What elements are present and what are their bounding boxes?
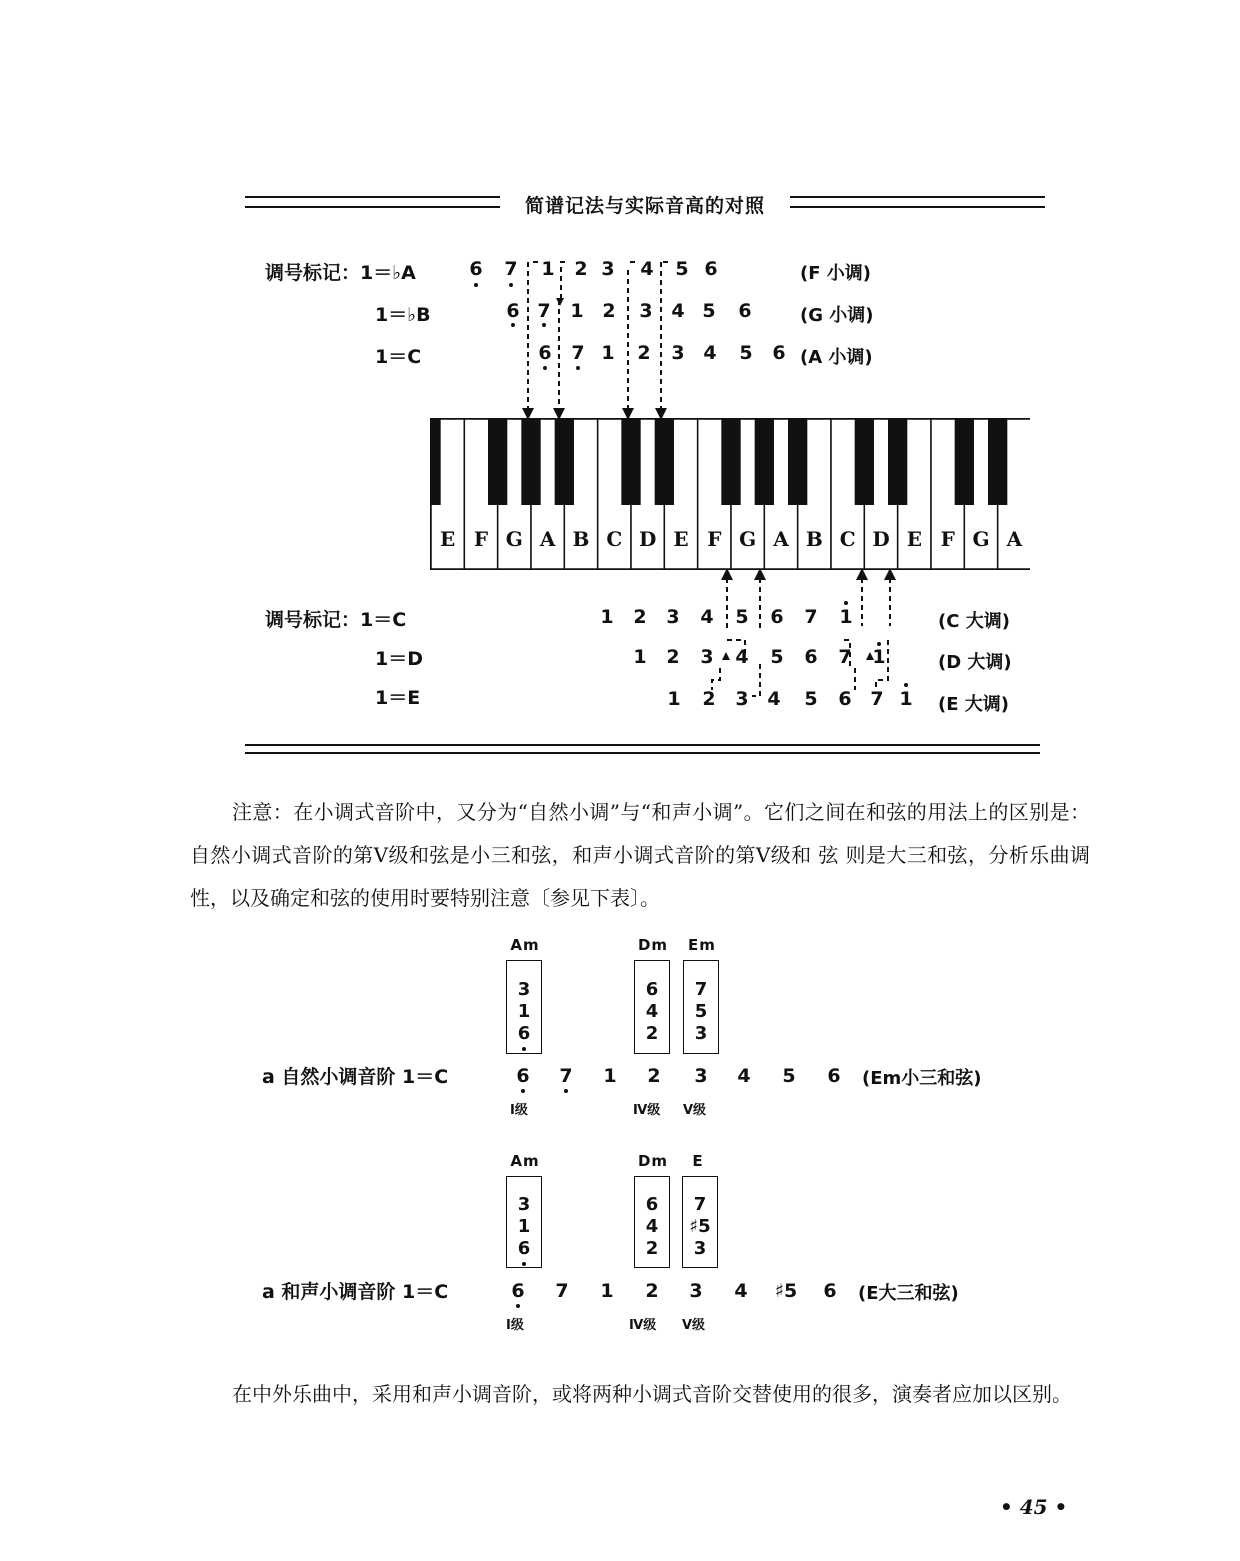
major-row-2-note: 1 <box>633 646 647 668</box>
minor-row-1-tag: (F 小调) <box>800 263 872 284</box>
natural-scale-note: 3 <box>694 1065 708 1087</box>
chord-note: 5 <box>694 1001 708 1022</box>
chord-note: 7 <box>693 1194 707 1215</box>
minor-row-2-note: 1 <box>570 300 584 322</box>
major-row-1-note: 6 <box>770 606 784 628</box>
major-row-3-tag: (E 大调) <box>938 694 1010 715</box>
chord-note: 4 <box>645 1001 659 1022</box>
major-row-1-note: 1 <box>839 606 853 628</box>
key-label: C <box>606 527 623 551</box>
low-octave-dot <box>564 1089 568 1093</box>
major-row-3-note: 7 <box>870 688 884 710</box>
major-row-1-note: 4 <box>700 606 714 628</box>
key-label: B <box>805 527 823 551</box>
natural-scale-note: 2 <box>647 1065 661 1087</box>
natural-scale-note: 4 <box>737 1065 751 1087</box>
natural-scale-note: 1 <box>603 1065 617 1087</box>
major-row-3-note: 4 <box>767 688 781 710</box>
minor-row-3-note: 2 <box>637 342 651 364</box>
harmonic-scale-note: ♯5 <box>774 1280 798 1302</box>
figure-rule-bottom <box>245 752 1040 754</box>
major-row-1-note: 1 <box>600 606 614 628</box>
key-label: E <box>673 527 689 551</box>
chord-note: ♯5 <box>689 1216 711 1237</box>
minor-row-1-label: 调号标记：1＝♭A <box>265 262 416 284</box>
harmonic-scale-label: a 和声小调音阶 1＝C <box>262 1281 449 1303</box>
major-row-1-note: 5 <box>735 606 749 628</box>
major-row-2-note: 1 <box>872 646 886 668</box>
major-row-2-label: 1＝D <box>375 648 423 670</box>
chord-note: 6 <box>645 1194 659 1215</box>
minor-row-2-tag: (G 小调) <box>800 305 874 326</box>
minor-row-2-label: 1＝♭B <box>375 304 431 326</box>
low-octave-dot <box>522 1262 526 1266</box>
harmonic-scale-note: 7 <box>555 1280 569 1302</box>
degree-label: Ⅴ级 <box>683 1103 707 1118</box>
natural-scale-tag: (Em小三和弦) <box>862 1068 982 1089</box>
degree-label: Ⅰ级 <box>510 1103 528 1118</box>
key-label: F <box>707 527 722 551</box>
major-row-2-note: 3 <box>700 646 714 668</box>
note-paragraph-text: 注意：在小调式音阶中，又分为“自然小调”与“和声小调”。它们之间在和弦的用法上的区别是：自然小调式音阶的第Ⅴ级和弦是小三和弦，和声小调式音阶的第Ⅴ级和 弦 则是大三和弦，分析乐曲调性，以及确定和弦的使用时要特别注意〔参见下表〕。 <box>190 800 1090 910</box>
chord-box-em <box>683 960 719 1054</box>
minor-row-3-note: 4 <box>703 342 717 364</box>
minor-row-2-note: 6 <box>506 300 520 322</box>
page-number: • 45 • <box>1000 1495 1068 1519</box>
key-label: F <box>940 527 955 551</box>
chord-note: 2 <box>645 1238 659 1259</box>
high-octave-dot <box>844 601 848 605</box>
low-octave-dot <box>516 1304 520 1308</box>
major-row-2-tag: (D 大调) <box>938 652 1012 673</box>
major-row-3-note: 2 <box>702 688 716 710</box>
minor-row-2-note: 4 <box>671 300 685 322</box>
minor-row-3-note: 1 <box>601 342 615 364</box>
chord-note: 7 <box>694 979 708 1000</box>
chord-note: 1 <box>517 1216 531 1237</box>
chord-name-am: Am <box>510 1152 540 1170</box>
major-row-1-note: 2 <box>633 606 647 628</box>
chord-note: 6 <box>517 1023 531 1044</box>
minor-row-1-note: 7 <box>504 258 518 280</box>
chord-name-dm: Dm <box>637 1152 669 1170</box>
major-row-1-tag: (C 大调) <box>938 611 1010 632</box>
high-octave-dot <box>877 642 881 646</box>
major-row-2-note: 6 <box>804 646 818 668</box>
figure-rule-top <box>245 744 1040 746</box>
major-row-3-note: 5 <box>804 688 818 710</box>
key-label: A <box>539 527 556 551</box>
key-label: F <box>473 527 489 551</box>
chord-box-dm <box>634 1176 670 1268</box>
major-row-2-note: 5 <box>770 646 784 668</box>
chord-note: 6 <box>645 979 659 1000</box>
note-paragraph <box>190 791 1090 920</box>
harmonic-scale-note: 1 <box>600 1280 614 1302</box>
major-row-1-note: 7 <box>804 606 818 628</box>
natural-scale-note: 6 <box>827 1065 841 1087</box>
major-row-3-note: 1 <box>899 688 913 710</box>
key-label: C <box>839 527 856 551</box>
minor-row-1-note: 4 <box>640 258 654 280</box>
minor-row-2-note: 7 <box>537 300 551 322</box>
key-label: A <box>773 527 789 551</box>
harmonic-scale-note: 2 <box>645 1280 659 1302</box>
minor-row-3-note: 3 <box>671 342 685 364</box>
degree-label: Ⅰ级 <box>506 1318 524 1333</box>
minor-row-2-note: 6 <box>738 300 752 322</box>
major-row-3-note: 3 <box>735 688 749 710</box>
key-label: D <box>638 527 657 551</box>
high-octave-dot <box>904 683 908 687</box>
degree-label: Ⅴ级 <box>682 1318 706 1333</box>
natural-scale-note: 5 <box>782 1065 796 1087</box>
key-label: D <box>872 527 890 551</box>
natural-scale-note: 6 <box>516 1065 530 1087</box>
major-row-2-note: 2 <box>666 646 680 668</box>
key-label: G <box>739 527 757 551</box>
chord-name-e: E <box>692 1152 704 1170</box>
degree-label: Ⅳ级 <box>629 1318 657 1333</box>
chord-note: 3 <box>517 979 531 1000</box>
chord-box-am <box>506 960 542 1054</box>
key-label: B <box>572 527 590 551</box>
key-label: E <box>440 527 456 551</box>
minor-row-3-note: 7 <box>571 342 585 364</box>
harmonic-scale-note: 4 <box>734 1280 748 1302</box>
chord-box-dm <box>634 960 670 1054</box>
degree-label: Ⅳ级 <box>633 1103 661 1118</box>
section-title: 简谱记法与实际音高的对照 <box>524 195 765 217</box>
chord-note: 3 <box>517 1194 531 1215</box>
chord-note: 3 <box>693 1238 707 1259</box>
key-label: A <box>1006 527 1023 551</box>
key-label: E <box>906 527 922 551</box>
major-row-2-note: 7 <box>838 646 852 668</box>
chord-box-e <box>682 1176 718 1268</box>
chord-note: 2 <box>645 1023 659 1044</box>
harmonic-scale-tag: (E大三和弦) <box>858 1283 959 1304</box>
major-row-3-note: 6 <box>838 688 852 710</box>
minor-row-1-note: 6 <box>704 258 718 280</box>
chord-note: 6 <box>517 1238 531 1259</box>
minor-row-1-note: 1 <box>541 258 555 280</box>
chord-name-am: Am <box>510 936 540 954</box>
key-label: G <box>972 527 990 551</box>
key-label: G <box>505 527 523 551</box>
minor-row-3-note: 5 <box>739 342 753 364</box>
major-row-1-label: 调号标记：1＝C <box>265 609 407 631</box>
minor-row-3-label: 1＝C <box>375 346 422 368</box>
low-octave-dot <box>522 1047 526 1051</box>
minor-row-3-tag: (A 小调) <box>800 347 873 368</box>
minor-row-3-note: 6 <box>772 342 786 364</box>
chord-note: 4 <box>645 1216 659 1237</box>
natural-scale-label: a 自然小调音阶 1＝C <box>262 1066 449 1088</box>
low-octave-dot <box>521 1089 525 1093</box>
major-row-3-label: 1＝E <box>375 687 421 709</box>
chord-name-dm: Dm <box>637 936 669 954</box>
chord-note: 3 <box>694 1023 708 1044</box>
minor-row-1-note: 5 <box>675 258 689 280</box>
chord-name-em: Em <box>688 936 716 954</box>
major-row-1-note: 3 <box>666 606 680 628</box>
closing-paragraph <box>190 1373 1090 1416</box>
chord-box-am <box>506 1176 542 1268</box>
natural-scale-note: 7 <box>559 1065 573 1087</box>
minor-row-1-note: 6 <box>469 258 483 280</box>
chord-note: 1 <box>517 1001 531 1022</box>
minor-row-3-note: 6 <box>538 342 552 364</box>
harmonic-scale-note: 6 <box>823 1280 837 1302</box>
harmonic-scale-note: 3 <box>689 1280 703 1302</box>
minor-row-2-note: 5 <box>702 300 716 322</box>
major-row-2-note: 4 <box>735 646 749 668</box>
minor-row-2-note: 2 <box>602 300 616 322</box>
minor-row-2-note: 3 <box>639 300 653 322</box>
minor-row-1-note: 3 <box>601 258 615 280</box>
major-row-3-note: 1 <box>667 688 681 710</box>
major-arrows <box>0 0 1240 760</box>
closing-paragraph-text: 在中外乐曲中，采用和声小调音阶，或将两种小调式音阶交替使用的很多，演奏者应加以区别。 <box>232 1382 1072 1406</box>
harmonic-scale-note: 6 <box>511 1280 525 1302</box>
minor-row-1-note: 2 <box>574 258 588 280</box>
